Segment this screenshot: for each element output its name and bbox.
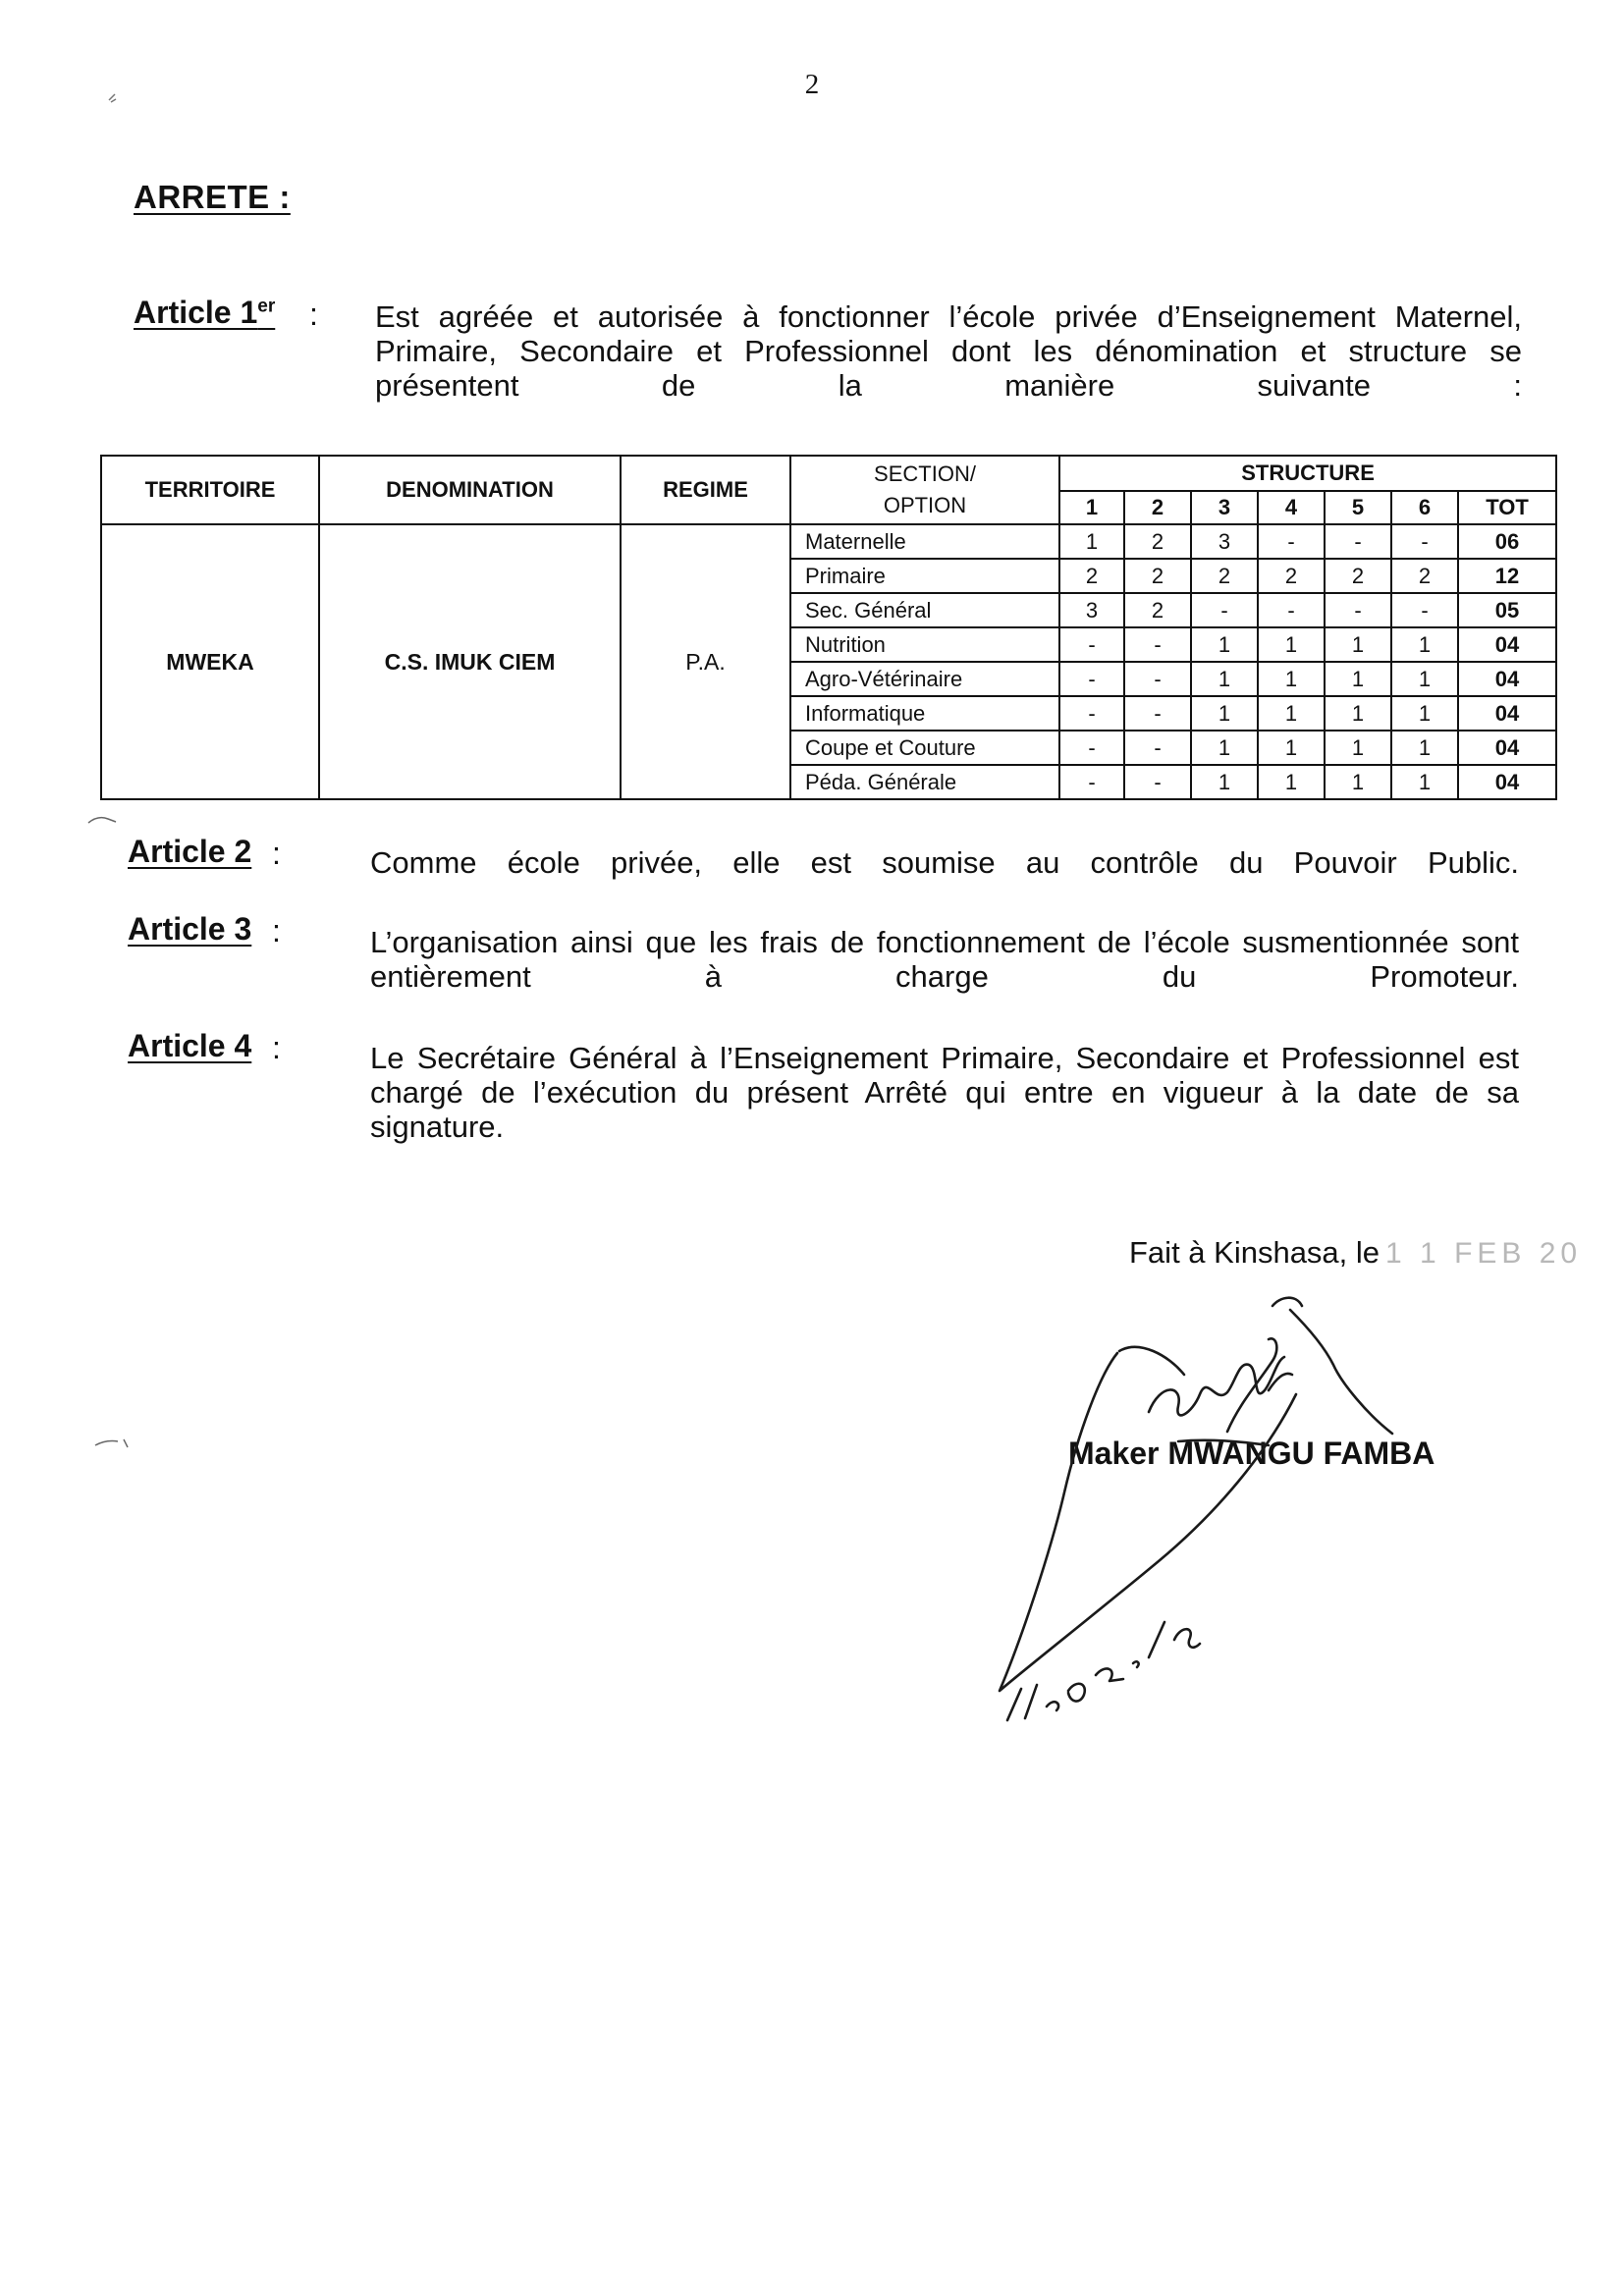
year-count-cell: 1 <box>1258 765 1325 799</box>
header-regime: REGIME <box>621 456 790 524</box>
section-option-cell: Coupe et Couture <box>790 731 1059 765</box>
year-count-cell: 1 <box>1191 765 1258 799</box>
year-count-cell: 1 <box>1391 696 1458 731</box>
regime-cell: P.A. <box>621 524 790 799</box>
header-structure: STRUCTURE <box>1059 456 1556 491</box>
article-1-colon: : <box>309 297 318 332</box>
total-cell: 06 <box>1458 524 1556 559</box>
year-count-cell: 3 <box>1191 524 1258 559</box>
year-count-cell: - <box>1059 627 1124 662</box>
year-count-cell: 1 <box>1258 662 1325 696</box>
article-3-label: Article 3 <box>128 911 252 947</box>
header-section-option <box>790 456 1059 524</box>
year-count-cell: 1 <box>1325 765 1391 799</box>
year-count-cell: 2 <box>1325 559 1391 593</box>
year-count-cell: - <box>1124 765 1191 799</box>
year-count-cell: 2 <box>1124 559 1191 593</box>
stamp-date: 1 1 FEB 20 <box>1385 1237 1583 1270</box>
article-2-label: Article 2 <box>128 834 252 869</box>
year-count-cell: 1 <box>1325 696 1391 731</box>
article-4-colon: : <box>272 1030 281 1065</box>
handwritten-signature <box>982 1267 1434 1728</box>
year-count-cell: 1 <box>1391 627 1458 662</box>
year-count-cell: 2 <box>1191 559 1258 593</box>
article-2-colon: : <box>272 836 281 871</box>
year-count-cell: - <box>1059 696 1124 731</box>
place-text: Fait à Kinshasa, le <box>1129 1235 1380 1270</box>
header-denomination: DENOMINATION <box>319 456 621 524</box>
article-3-text: L’organisation ainsi que les frais de fonctionnement de l’école susmentionnée sont entièrement à charge du Promoteur. <box>370 925 1519 994</box>
year-count-cell: 1 <box>1191 627 1258 662</box>
year-count-cell: - <box>1191 593 1258 627</box>
header-section-line2: OPTION <box>883 493 967 517</box>
year-count-cell: - <box>1391 593 1458 627</box>
structure-col-header: 2 <box>1124 491 1191 524</box>
year-count-cell: 1 <box>1059 524 1124 559</box>
total-cell: 04 <box>1458 765 1556 799</box>
article-2-text: Comme école privée, elle est soumise au contrôle du Pouvoir Public. <box>370 845 1519 880</box>
year-count-cell: - <box>1124 731 1191 765</box>
year-count-cell: - <box>1059 731 1124 765</box>
section-option-cell: Informatique <box>790 696 1059 731</box>
year-count-cell: - <box>1391 524 1458 559</box>
year-count-cell: - <box>1059 662 1124 696</box>
year-count-cell: - <box>1059 765 1124 799</box>
section-option-cell: Péda. Générale <box>790 765 1059 799</box>
table-row <box>101 524 1556 559</box>
section-option-cell: Agro-Vétérinaire <box>790 662 1059 696</box>
year-count-cell: 2 <box>1124 593 1191 627</box>
year-count-cell: - <box>1258 524 1325 559</box>
article-1-text: Est agréée et autorisée à fonctionner l’école privée d’Enseignement Maternel, Primaire, Secondaire et Professionnel dont les dénomination et structure se présentent de la manière suivante : <box>375 299 1522 403</box>
total-cell: 04 <box>1458 627 1556 662</box>
year-count-cell: 1 <box>1325 627 1391 662</box>
year-count-cell: - <box>1325 524 1391 559</box>
section-option-cell: Maternelle <box>790 524 1059 559</box>
year-count-cell: 1 <box>1391 765 1458 799</box>
total-cell: 04 <box>1458 696 1556 731</box>
article-3-colon: : <box>272 913 281 948</box>
year-count-cell: - <box>1124 627 1191 662</box>
section-option-cell: Primaire <box>790 559 1059 593</box>
territoire-cell: MWEKA <box>101 524 319 799</box>
scan-mark <box>86 813 120 827</box>
section-option-cell: Nutrition <box>790 627 1059 662</box>
structure-col-header: 6 <box>1391 491 1458 524</box>
year-count-cell: 1 <box>1391 731 1458 765</box>
year-count-cell: - <box>1258 593 1325 627</box>
decree-heading: ARRETE : <box>134 179 291 215</box>
total-cell: 04 <box>1458 731 1556 765</box>
year-count-cell: 1 <box>1191 731 1258 765</box>
structure-col-header: TOT <box>1458 491 1556 524</box>
header-territoire: TERRITOIRE <box>101 456 319 524</box>
year-count-cell: 1 <box>1325 731 1391 765</box>
denomination-cell: C.S. IMUK CIEM <box>319 524 621 799</box>
year-count-cell: 1 <box>1258 731 1325 765</box>
structure-col-header: 3 <box>1191 491 1258 524</box>
signer-name: Maker MWANGU FAMBA <box>1068 1436 1435 1471</box>
year-count-cell: 1 <box>1391 662 1458 696</box>
year-count-cell: 2 <box>1124 524 1191 559</box>
section-option-cell: Sec. Général <box>790 593 1059 627</box>
school-structure-table <box>100 455 1557 800</box>
article-1-label-sup: er <box>257 296 276 317</box>
article-4-text: Le Secrétaire Général à l’Enseignement Primaire, Secondaire et Professionnel est chargé de l’exécution du présent Arrêté qui entre en vigueur à la date de sa signature. <box>370 1041 1519 1144</box>
article-1-label <box>134 295 275 331</box>
year-count-cell: 1 <box>1191 696 1258 731</box>
scan-mark <box>106 90 120 104</box>
year-count-cell: 1 <box>1191 662 1258 696</box>
page-number: 2 <box>804 69 820 100</box>
header-section-line1: SECTION/ <box>874 461 976 486</box>
structure-col-header: 4 <box>1258 491 1325 524</box>
article-1-label-text: Article 1 <box>134 295 258 330</box>
structure-col-header: 1 <box>1059 491 1124 524</box>
year-count-cell: 2 <box>1258 559 1325 593</box>
scan-mark <box>92 1434 132 1453</box>
total-cell: 04 <box>1458 662 1556 696</box>
total-cell: 12 <box>1458 559 1556 593</box>
place-and-date <box>1129 1235 1582 1271</box>
year-count-cell: - <box>1325 593 1391 627</box>
year-count-cell: 1 <box>1325 662 1391 696</box>
article-4-label: Article 4 <box>128 1028 252 1063</box>
year-count-cell: - <box>1124 696 1191 731</box>
year-count-cell: 3 <box>1059 593 1124 627</box>
structure-col-header: 5 <box>1325 491 1391 524</box>
year-count-cell: 1 <box>1258 696 1325 731</box>
total-cell: 05 <box>1458 593 1556 627</box>
year-count-cell: 2 <box>1391 559 1458 593</box>
year-count-cell: 1 <box>1258 627 1325 662</box>
year-count-cell: - <box>1124 662 1191 696</box>
year-count-cell: 2 <box>1059 559 1124 593</box>
